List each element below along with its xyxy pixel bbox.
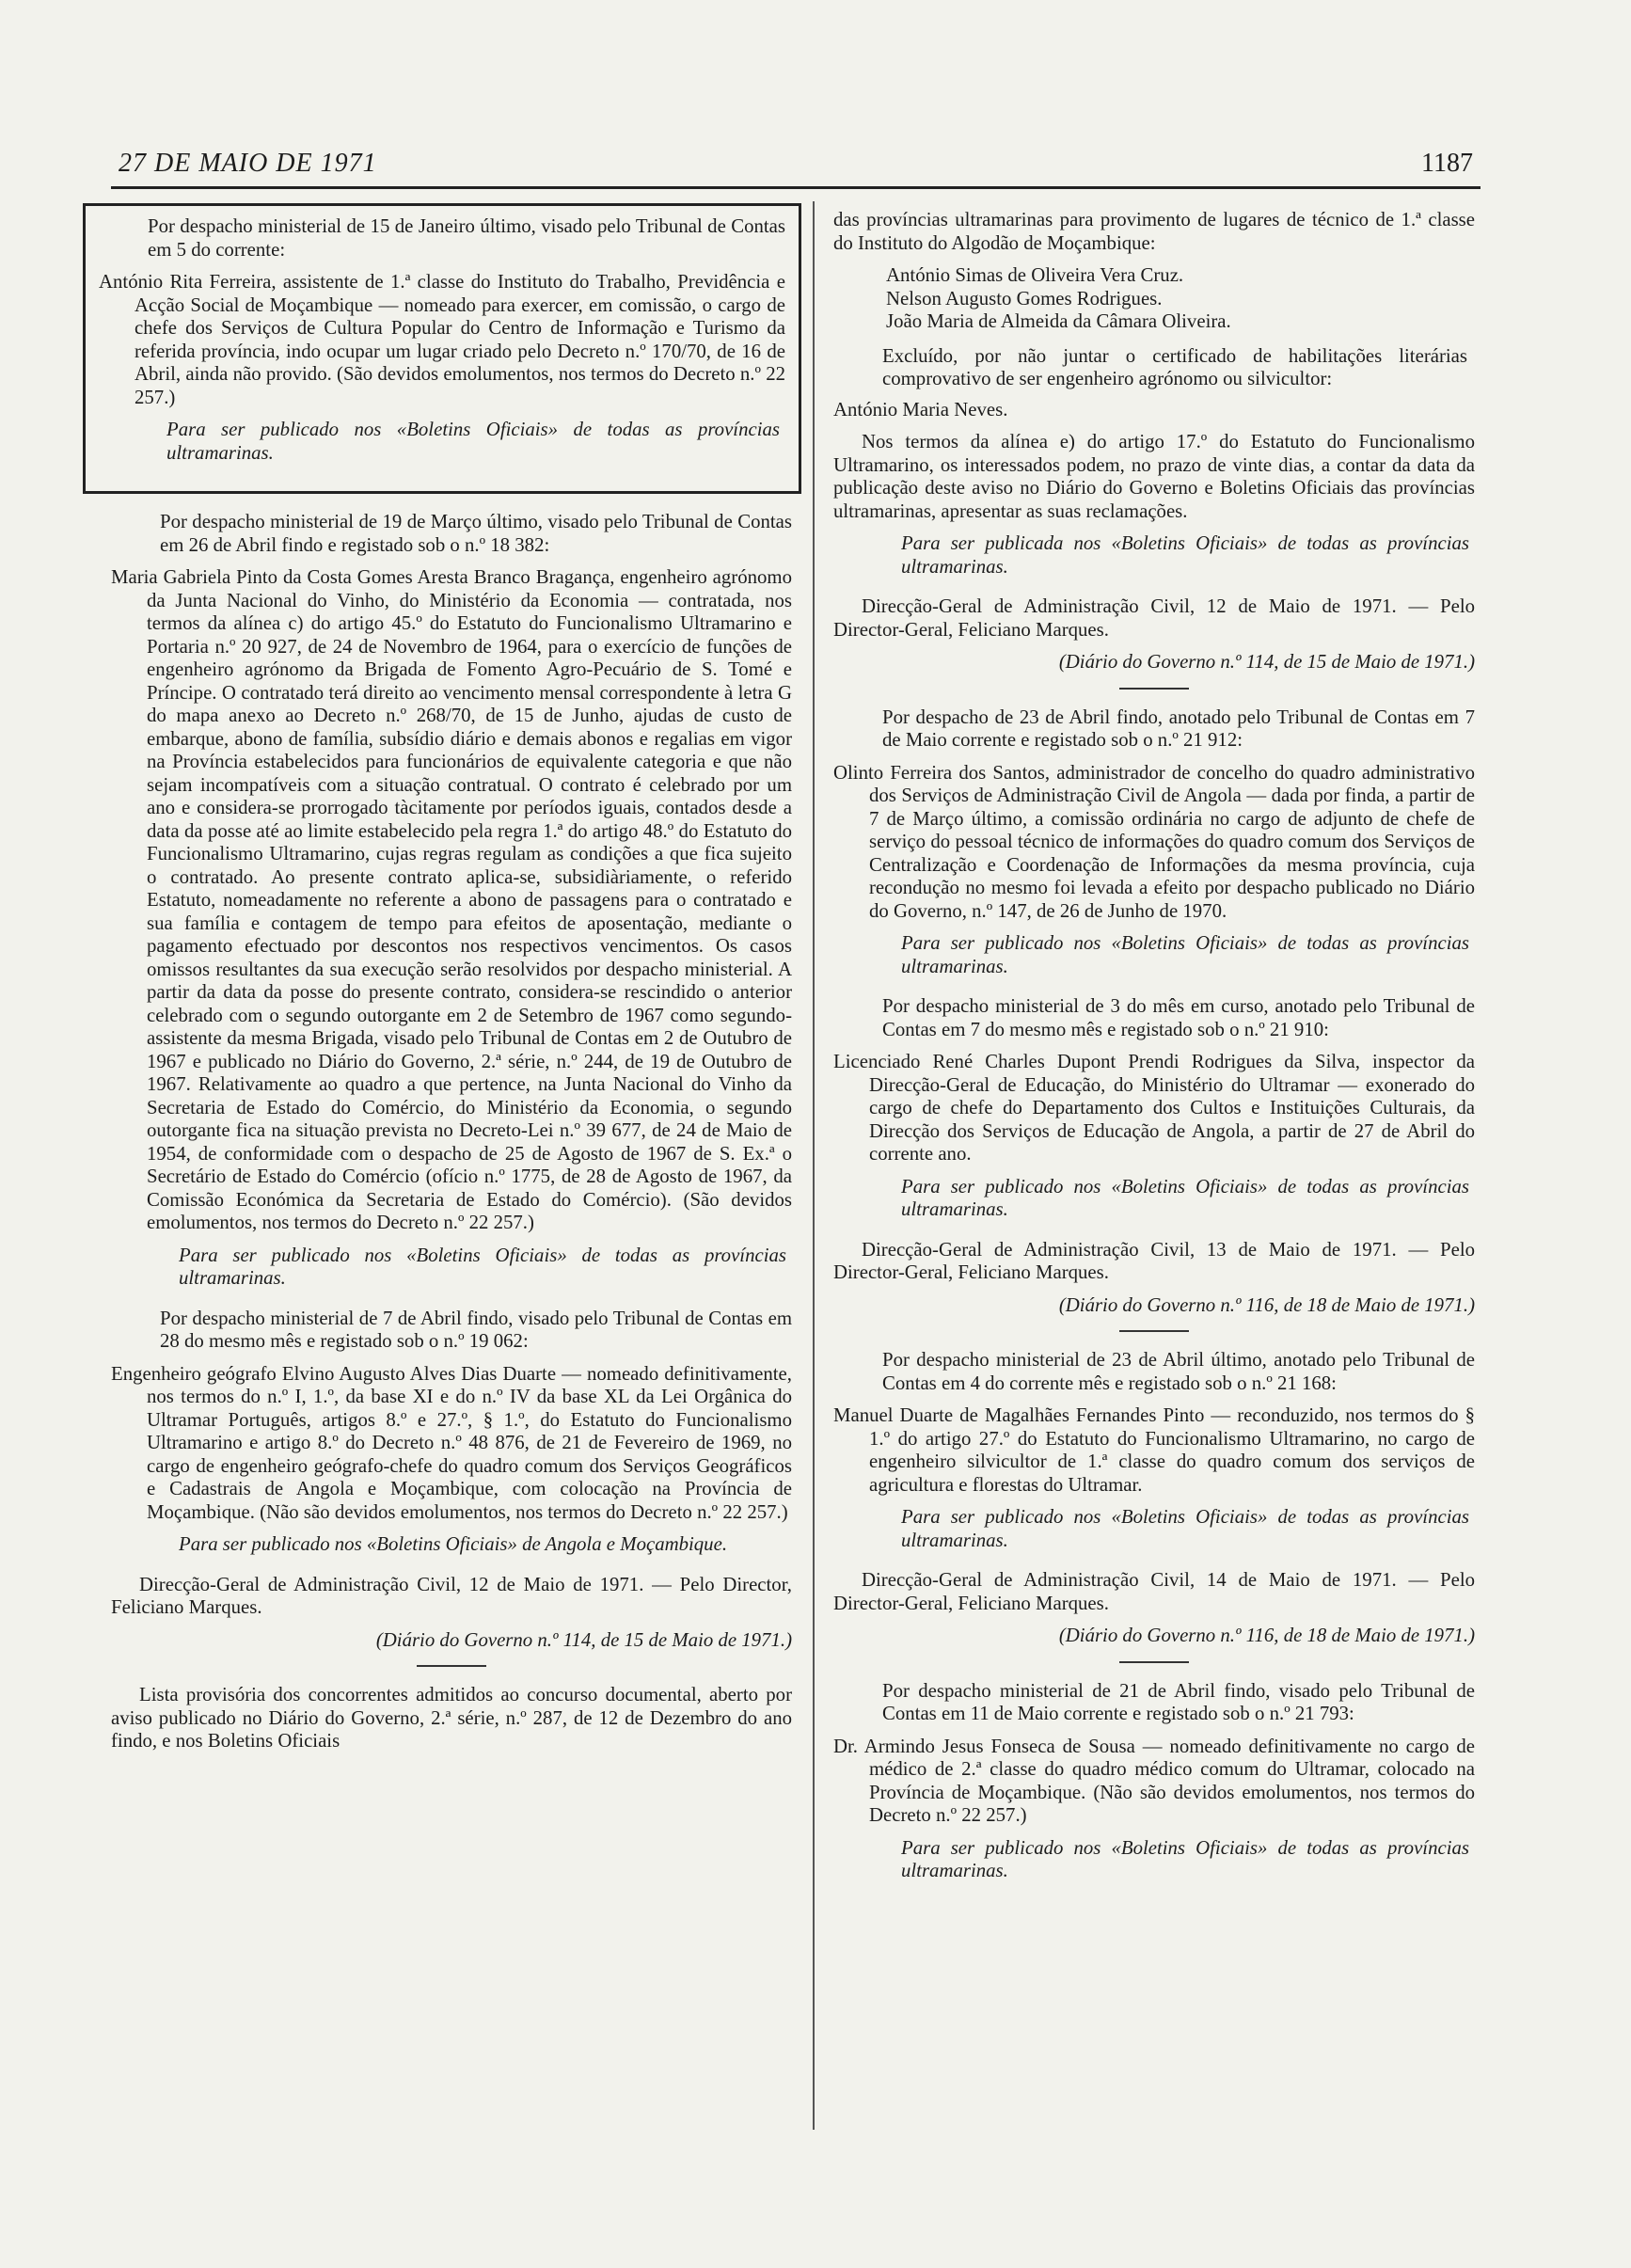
notice-intro: Por despacho ministerial de 21 de Abril findo, visado pelo Tribunal de Contas em 11 de Maio corrente e registado sob o n.º 21 793: [882,1679,1475,1724]
signature-line: Direcção-Geral de Administração Civil, 13 de Maio de 1971. — Pelo Director-Geral, Feliciano Marques. [833,1238,1475,1283]
publication-note: Para ser publicado nos «Boletins Oficiais» de Angola e Moçambique. [179,1533,728,1555]
publication-note: Para ser publicado nos «Boletins Oficiais» de todas as províncias ultramarinas. [901,1506,1469,1551]
notice-intro: Por despacho ministerial de 23 de Abril último, anotado pelo Tribunal de Contas em 4 do corrente mês e registado sob o n.º 21 168: [882,1349,1475,1394]
column-divider [813,201,815,2130]
notice-body: Manuel Duarte de Magalhães Fernandes Pinto — reconduzido, nos termos do § 1.º do artigo 27.º do Estatuto do Funcionalismo Ultramarino, no cargo de engenheiro silvicultor de 1.ª classe do quadro comum dos serviços de agricultura e florestas do Ultramar. [833,1404,1475,1496]
notice-body: Engenheiro geógrafo Elvino Augusto Alves Dias Duarte — nomeado definitivamente, nos termos do n.º I, 1.º, da base XI e do n.º IV da base XL da Lei Orgânica do Ultramar Português, artigos 8.º e 27.º, § 1.º, do Estatuto do Funcionalismo Ultramarino e artigo 8.º do Decreto n.º 48 876, de 21 de Fevereiro de 1969, no cargo de engenheiro geógrafo-chefe do quadro comum dos Serviços Geográficos e Cadastrais de Angola e Moçambique, com colocação na Província de Moçambique. (Não são devidos emolumentos, nos termos do Decreto n.º 22 257.) [111,1362,792,1523]
publication-note: Para ser publicado nos «Boletins Oficiais» de todas as províncias ultramarinas. [901,932,1469,977]
terms-paragraph: Nos termos da alínea e) do artigo 17.º do Estatuto do Funcionalismo Ultramarino, os interessados podem, no prazo de vinte dias, a contar da data da publicação deste aviso no Diário do Governo e Boletins Oficiais das províncias ultramarinas, apresentar as suas reclamações. [833,431,1475,522]
list-item: António Simas de Oliveira Vera Cruz. [886,264,1184,286]
section-separator [1119,688,1189,690]
issue-date: 27 DE MAIO DE 1971 [119,149,377,178]
section-separator [1119,1661,1189,1663]
gazette-citation: (Diário do Governo n.º 114, de 15 de Maio de 1971.) [375,1628,792,1651]
signature-line: Direcção-Geral de Administração Civil, 12 de Maio de 1971. — Pelo Director-Geral, Feliciano Marques. [833,595,1475,641]
notice-body: Dr. Armindo Jesus Fonseca de Sousa — nomeado definitivamente no cargo de médico de 2.ª classe do quadro médico comum do Ultramar, colocado na Província de Moçambique. (Não são devidos emolumentos, nos termos do Decreto n.º 22 257.) [833,1735,1475,1826]
notice-body: Maria Gabriela Pinto da Costa Gomes Aresta Branco Bragança, engenheiro agrónomo da Junta Nacional do Vinho, do Ministério da Economia — contratada, nos termos da alínea c) do artigo 45.º do Estatuto do Funcionalismo Ultramarino e Portaria n.º 20 927, de 24 de Novembro de 1964, para o exercício de funções de engenheiro agrónomo da Brigada de Fomento Agro-Pecuário de S. Tomé e Príncipe. O contratado terá direito ao vencimento mensal correspondente à letra G do mapa anexo ao Decreto n.º 268/70, de 15 de Junho, ajudas de custo de embarque, abono de família, subsídio diário e demais abonos e regalias em vigor na Província estabelecidos para funcionários de equivalente categoria e que não sejam incompatíveis com a situação contratual. O contrato é celebrado por um ano e considera-se prorrogado tàcitamente por períodos iguais, contados desde a data da posse até ao limite estabelecido pela regra 1.ª do artigo 48.º do Estatuto do Funcionalismo Ultramarino, cujas regras regulam as condições a que fica sujeito o contratado. Ao presente contrato aplica-se, subsidiàriamente, o referido Estatuto, nomeadamente no referente a abono de passagens para o contratado e sua família e contagem de tempo para efeitos de aposentação, mediante o pagamento efectuado por descontos nos respectivos vencimentos. Os casos omissos resultantes da sua execução serão resolvidos por despacho ministerial. A partir da data da posse do presente contrato, considera-se rescindido o anterior celebrado com o segundo outorgante em 2 de Setembro de 1967 como segundo-assistente da mesma Brigada, visado pelo Tribunal de Contas em 2 de Outubro de 1967 e publicado no Diário do Governo, 2.ª série, n.º 244, de 19 de Outubro de 1967. Relativamente ao quadro a que pertence, na Junta Nacional do Vinho da Secretaria de Estado do Comércio, do Ministério da Economia, o segundo outorgante fica na situação prevista no Decreto-Lei n.º 39 677, de 24 de Maio de 1954, de conformidade com o despacho de 25 de Agosto de 1967 de S. Ex.ª o Secretário de Estado do Comércio (ofício n.º 1775, de 28 de Agosto de 1967, da Comissão Económica da Secretaria de Estado do Comércio). (São devidos emolumentos, nos termos do Decreto n.º 22 257.) [111,566,792,1233]
publication-note: Para ser publicado nos «Boletins Oficiais» de todas as províncias ultramarinas. [179,1244,786,1289]
page-header [119,149,1473,186]
section-separator [417,1665,486,1667]
list-item: Nelson Augusto Gomes Rodrigues. [886,287,1163,309]
notice-body: António Rita Ferreira, assistente de 1.ª classe do Instituto do Trabalho, Previdência e Acção Social de Moçambique — nomeado para exercer, em comissão, o cargo de chefe dos Serviços de Cultura Popular do Centro de Informação e Turismo da referida província, indo ocupar um lugar criado pelo Decreto n.º 170/70, de 16 de Abril, ainda não provido. (São devidos emolumentos, nos termos do Decreto n.º 22 257.) [99,271,785,408]
publication-note: Para ser publicado nos «Boletins Oficiais» de todas as províncias ultramarinas. [166,419,780,464]
list-item: João Maria de Almeida da Câmara Oliveira. [886,310,1231,332]
left-column [99,209,792,1763]
signature-line: Direcção-Geral de Administração Civil, 14 de Maio de 1971. — Pelo Director-Geral, Feliciano Marques. [833,1569,1475,1614]
publication-note: Para ser publicado nos «Boletins Oficiais» de todas as províncias ultramarinas. [901,1175,1469,1220]
notice-body: Licenciado René Charles Dupont Prendi Rodrigues da Silva, inspector da Direcção-Geral de Educação, do Ministério do Ultramar — exonerado do cargo de chefe do Departamento dos Cultos e Instituições Culturais, da Direcção dos Serviços de Educação de Angola, a partir de 27 de Abril do corrente ano. [833,1051,1475,1165]
notice-intro: Por despacho ministerial de 7 de Abril findo, visado pelo Tribunal de Contas em 28 do mesmo mês e registado sob o n.º 19 062: [160,1307,792,1352]
list-intro: Lista provisória dos concorrentes admitidos ao concurso documental, aberto por aviso publicado no Diário do Governo, 2.ª série, n.º 287, de 12 de Dezembro do ano findo, e nos Boletins Oficiais [111,1684,792,1752]
notice-body: Olinto Ferreira dos Santos, administrador de concelho do quadro administrativo dos Serviços de Administração Civil de Angola — dada por finda, a partir de 7 de Março último, a comissão ordinária no cargo de adjunto de chefe de serviço do pessoal técnico de informações do quadro comum dos Serviços de Centralização e Coordenação de Informações da mesma província, cuja recondução no mesmo foi levada a efeito por despacho publicado no Diário do Governo, n.º 147, de 26 de Junho de 1970. [833,761,1475,922]
admitted-names-list [833,264,1475,334]
gazette-citation: (Diário do Governo n.º 116, de 18 de Maio de 1971.) [1058,1625,1475,1646]
signature-line: Direcção-Geral de Administração Civil, 12 de Maio de 1971. — Pelo Director, Feliciano Marques. [111,1573,792,1618]
gazette-citation: (Diário do Governo n.º 114, de 15 de Maio de 1971.) [1058,651,1475,673]
list-intro-continued: das províncias ultramarinas para provimento de lugares de técnico de 1.ª classe do Instituto do Algodão de Moçambique: [833,209,1475,254]
excluded-note: Excluído, por não juntar o certificado de habilitações literárias comprovativo de ser engenheiro agrónomo ou silvicultor: [882,344,1467,389]
notice-intro: Por despacho ministerial de 19 de Março último, visado pelo Tribunal de Contas em 26 de Abril findo e registado sob o n.º 18 382: [160,511,792,556]
notice-intro: Por despacho ministerial de 3 do mês em curso, anotado pelo Tribunal de Contas em 7 do mesmo mês e registado sob o n.º 21 910: [882,995,1475,1040]
gazette-citation: (Diário do Governo n.º 116, de 18 de Maio de 1971.) [1058,1293,1475,1316]
section-separator [1119,1330,1189,1332]
notice-intro: Por despacho de 23 de Abril findo, anotado pelo Tribunal de Contas em 7 de Maio corrente e registado sob o n.º 21 912: [882,706,1475,751]
publication-note: Para ser publicada nos «Boletins Oficiais» de todas as províncias ultramarinas. [901,532,1469,578]
excluded-name: António Maria Neves. [833,398,1008,420]
right-column [833,209,1475,1900]
notice-intro: Por despacho ministerial de 15 de Janeiro último, visado pelo Tribunal de Contas em 5 do corrente: [148,215,785,261]
page-number: 1187 [1421,149,1473,178]
boxed-notice [83,203,801,494]
publication-note: Para ser publicado nos «Boletins Oficiais» de todas as províncias ultramarinas. [901,1836,1469,1881]
header-rule [111,186,1481,189]
